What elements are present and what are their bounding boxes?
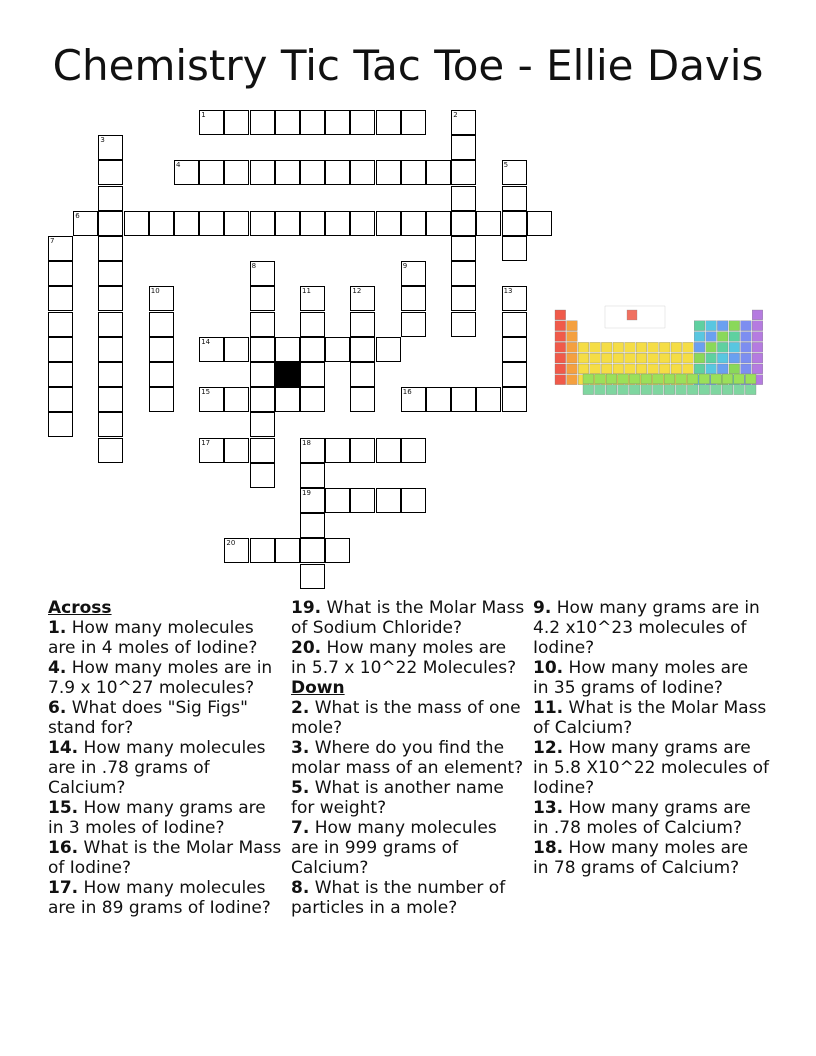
grid-cell[interactable] bbox=[376, 110, 401, 135]
clue-number-label: 4 bbox=[176, 161, 181, 170]
grid-cell[interactable] bbox=[250, 211, 275, 236]
grid-cell[interactable] bbox=[48, 337, 73, 362]
across-heading: Across bbox=[48, 598, 112, 618]
clue-number: 17. bbox=[48, 878, 79, 898]
grid-cell[interactable] bbox=[325, 110, 350, 135]
grid-cell[interactable] bbox=[224, 211, 249, 236]
grid-cell[interactable] bbox=[48, 362, 73, 387]
across-clue bbox=[48, 698, 284, 738]
clue-number-label: 9 bbox=[402, 262, 408, 271]
clue-number: 18. bbox=[533, 838, 564, 858]
grid-cell[interactable] bbox=[451, 286, 476, 311]
across-clue bbox=[48, 798, 284, 838]
grid-cell[interactable] bbox=[300, 110, 325, 135]
grid-cell[interactable] bbox=[48, 387, 73, 412]
grid-cell[interactable] bbox=[300, 160, 325, 185]
puzzle-title: Chemistry Tic Tac Toe - Ellie Davis bbox=[52, 41, 764, 90]
grid-cell[interactable] bbox=[325, 538, 350, 563]
grid-cell[interactable] bbox=[149, 362, 174, 387]
grid-cell[interactable] bbox=[300, 211, 325, 236]
grid-cell[interactable] bbox=[502, 337, 527, 362]
grid-cell[interactable] bbox=[300, 362, 325, 387]
grid-cell[interactable] bbox=[48, 312, 73, 337]
grid-cell[interactable] bbox=[250, 463, 275, 488]
down-clue bbox=[291, 738, 527, 778]
grid-cell[interactable] bbox=[401, 160, 426, 185]
clue-text: How many molecules are in 999 grams of Calcium? bbox=[291, 818, 497, 878]
grid-cell[interactable] bbox=[502, 236, 527, 261]
grid-cell[interactable] bbox=[325, 160, 350, 185]
clue-text: How many moles are in 5.7 x 10^22 Molecules? bbox=[291, 638, 517, 678]
grid-cell[interactable] bbox=[224, 110, 249, 135]
grid-cell[interactable] bbox=[275, 538, 300, 563]
across-clue bbox=[48, 658, 284, 698]
grid-cell[interactable] bbox=[124, 211, 149, 236]
grid-cell[interactable] bbox=[250, 160, 275, 185]
grid-cell[interactable] bbox=[48, 286, 73, 311]
clue-text: How many grams are in .78 moles of Calcium? bbox=[533, 798, 751, 838]
clues-column-1 bbox=[48, 598, 284, 918]
grid-cell[interactable] bbox=[199, 211, 224, 236]
clue-text: How many grams are in 3 moles of Iodine? bbox=[48, 798, 266, 838]
clue-number-label: 1 bbox=[201, 111, 206, 119]
grid-cell[interactable] bbox=[350, 488, 375, 513]
grid-cell[interactable] bbox=[275, 211, 300, 236]
clue-number: 14. bbox=[48, 738, 79, 758]
grid-cell[interactable] bbox=[401, 286, 426, 311]
down-clue bbox=[533, 658, 769, 698]
grid-cell[interactable] bbox=[376, 488, 401, 513]
clue-number: 15. bbox=[48, 798, 79, 818]
clue-number-label: 20 bbox=[226, 539, 236, 548]
grid-cell[interactable] bbox=[149, 211, 174, 236]
grid-cell[interactable] bbox=[325, 211, 350, 236]
grid-cell[interactable] bbox=[224, 438, 249, 463]
grid-cell[interactable] bbox=[300, 387, 325, 412]
grid-cell[interactable] bbox=[98, 186, 123, 211]
grid-cell[interactable] bbox=[224, 387, 249, 412]
grid-cell[interactable] bbox=[426, 387, 451, 412]
clue-number-label: 17 bbox=[201, 438, 211, 447]
grid-cell[interactable] bbox=[98, 412, 123, 437]
grid-cell[interactable] bbox=[401, 211, 426, 236]
clue-number: 11. bbox=[533, 698, 564, 718]
clue-number: 5. bbox=[291, 778, 310, 798]
grid-cell[interactable] bbox=[224, 337, 249, 362]
clue-number-label: 11 bbox=[302, 287, 311, 296]
grid-cell[interactable] bbox=[224, 160, 249, 185]
clue-text: How many grams are in 4.2 x10^23 molecules of Iodine? bbox=[533, 598, 760, 658]
grid-cell[interactable] bbox=[325, 337, 350, 362]
grid-cell[interactable] bbox=[98, 362, 123, 387]
grid-cell[interactable] bbox=[250, 538, 275, 563]
clue-number-label: 2 bbox=[453, 111, 458, 119]
grid-cell[interactable] bbox=[275, 160, 300, 185]
clue-number-label: 16 bbox=[402, 388, 412, 397]
grid-cell[interactable] bbox=[401, 110, 426, 135]
grid-cell[interactable] bbox=[250, 110, 275, 135]
clue-number: 1. bbox=[48, 618, 67, 638]
clue-number: 6. bbox=[48, 698, 67, 718]
grid-cell[interactable] bbox=[250, 337, 275, 362]
clue-text: What does "Sig Figs" stand for? bbox=[48, 698, 248, 738]
grid-cell[interactable] bbox=[325, 488, 350, 513]
clue-text: How many molecules are in .78 grams of Calcium? bbox=[48, 738, 266, 798]
clue-text: What is the Molar Mass of Calcium? bbox=[533, 698, 767, 738]
clue-number: 16. bbox=[48, 838, 79, 858]
clue-text: How many moles are in 78 grams of Calcium? bbox=[533, 838, 749, 878]
grid-cell[interactable] bbox=[300, 337, 325, 362]
clue-text: What is the mass of one mole? bbox=[291, 698, 521, 738]
grid-cell[interactable] bbox=[149, 387, 174, 412]
grid-cell[interactable] bbox=[98, 286, 123, 311]
across-clue bbox=[48, 618, 284, 658]
clue-number-label: 12 bbox=[352, 287, 362, 296]
grid-cell[interactable] bbox=[476, 211, 501, 236]
clue-number: 12. bbox=[533, 738, 564, 758]
grid-cell[interactable] bbox=[376, 211, 401, 236]
grid-cell[interactable] bbox=[300, 312, 325, 337]
grid-cell[interactable] bbox=[451, 186, 476, 211]
grid-cell[interactable] bbox=[502, 211, 527, 236]
grid-cell[interactable] bbox=[250, 438, 275, 463]
clue-number: 10. bbox=[533, 658, 564, 678]
grid-cell[interactable] bbox=[350, 160, 375, 185]
grid-cell[interactable] bbox=[98, 387, 123, 412]
down-clue bbox=[533, 698, 769, 738]
grid-cell[interactable] bbox=[502, 186, 527, 211]
clue-text: What is the Molar Mass of Sodium Chloride? bbox=[291, 598, 525, 638]
clue-number: 8. bbox=[291, 878, 310, 898]
clue-number: 9. bbox=[533, 598, 552, 618]
clue-number: 4. bbox=[48, 658, 67, 678]
down-clue bbox=[291, 778, 527, 818]
clue-text: What is the Molar Mass of Iodine? bbox=[48, 838, 282, 878]
grid-cell[interactable] bbox=[376, 160, 401, 185]
grid-cell[interactable] bbox=[401, 488, 426, 513]
grid-cell[interactable] bbox=[376, 337, 401, 362]
down-clue bbox=[291, 818, 527, 878]
clue-number: 19. bbox=[291, 598, 322, 618]
grid-cell[interactable] bbox=[48, 261, 73, 286]
clue-number: 2. bbox=[291, 698, 310, 718]
grid-cell[interactable] bbox=[275, 110, 300, 135]
down-clue bbox=[533, 598, 769, 658]
across-clue bbox=[291, 638, 527, 678]
down-clue bbox=[533, 738, 769, 798]
clue-number-label: 15 bbox=[201, 388, 211, 397]
grid-cell[interactable] bbox=[250, 312, 275, 337]
grid-cell[interactable] bbox=[527, 211, 552, 236]
grid-cell[interactable] bbox=[98, 160, 123, 185]
across-clue bbox=[48, 838, 284, 878]
grid-cell[interactable] bbox=[149, 312, 174, 337]
periodic-table-image bbox=[535, 298, 771, 398]
clue-number: 7. bbox=[291, 818, 310, 838]
clue-text: How many moles are in 35 grams of Iodine? bbox=[533, 658, 749, 698]
clue-number: 3. bbox=[291, 738, 310, 758]
clue-number-label: 10 bbox=[150, 287, 160, 296]
down-clue bbox=[533, 798, 769, 838]
grid-cell[interactable] bbox=[98, 211, 123, 236]
grid-cell[interactable] bbox=[300, 564, 325, 589]
grid-cell[interactable] bbox=[451, 160, 476, 185]
clue-number-label: 18 bbox=[302, 438, 311, 447]
grid-cell[interactable] bbox=[350, 312, 375, 337]
black-cell bbox=[275, 362, 300, 387]
grid-cell[interactable] bbox=[451, 135, 476, 160]
clues-column-3 bbox=[533, 598, 769, 878]
grid-cell[interactable] bbox=[174, 211, 199, 236]
grid-cell[interactable] bbox=[426, 211, 451, 236]
grid-cell[interactable] bbox=[451, 236, 476, 261]
grid-cell[interactable] bbox=[275, 337, 300, 362]
clue-text: How many molecules are in 4 moles of Iodine? bbox=[48, 618, 258, 658]
grid-cell[interactable] bbox=[426, 160, 451, 185]
grid-cell[interactable] bbox=[502, 312, 527, 337]
grid-cell[interactable] bbox=[98, 261, 123, 286]
clue-text: How many molecules are in 89 grams of Iodine? bbox=[48, 878, 271, 918]
clue-number-label: 5 bbox=[503, 161, 509, 170]
clue-text: How many grams are in 5.8 X10^22 molecules of Iodine? bbox=[533, 738, 769, 798]
grid-cell[interactable] bbox=[376, 438, 401, 463]
clue-number-label: 7 bbox=[50, 237, 55, 245]
clue-number-label: 13 bbox=[503, 287, 513, 296]
down-clue bbox=[291, 878, 527, 918]
grid-cell[interactable] bbox=[250, 286, 275, 311]
clue-number-label: 19 bbox=[302, 489, 311, 497]
down-clue bbox=[291, 698, 527, 738]
grid-cell[interactable] bbox=[199, 160, 224, 185]
grid-cell[interactable] bbox=[502, 362, 527, 387]
grid-cell[interactable] bbox=[300, 513, 325, 538]
grid-cell[interactable] bbox=[502, 387, 527, 412]
grid-cell[interactable] bbox=[325, 438, 350, 463]
grid-cell[interactable] bbox=[476, 387, 501, 412]
across-clue bbox=[291, 598, 527, 638]
clue-text: What is another name for weight? bbox=[291, 778, 504, 818]
grid-cell[interactable] bbox=[250, 362, 275, 387]
grid-cell[interactable] bbox=[350, 362, 375, 387]
clue-text: What is the number of particles in a mole? bbox=[291, 878, 506, 918]
clue-number: 13. bbox=[533, 798, 564, 818]
grid-cell[interactable] bbox=[98, 438, 123, 463]
down-clue bbox=[533, 838, 769, 878]
grid-cell[interactable] bbox=[350, 110, 375, 135]
grid-cell[interactable] bbox=[350, 438, 375, 463]
grid-cell[interactable] bbox=[451, 211, 476, 236]
grid-cell[interactable] bbox=[250, 412, 275, 437]
grid-cell[interactable] bbox=[451, 387, 476, 412]
clue-number-label: 3 bbox=[100, 136, 105, 145]
grid-cell[interactable] bbox=[275, 387, 300, 412]
across-clue bbox=[48, 878, 284, 918]
clue-number-label: 6 bbox=[75, 211, 80, 220]
clue-number-label: 14 bbox=[201, 337, 211, 346]
grid-cell[interactable] bbox=[300, 463, 325, 488]
grid-cell[interactable] bbox=[300, 538, 325, 563]
grid-cell[interactable] bbox=[48, 412, 73, 437]
grid-cell[interactable] bbox=[250, 387, 275, 412]
down-heading: Down bbox=[291, 678, 345, 698]
clues-column-2 bbox=[291, 598, 527, 918]
grid-cell[interactable] bbox=[350, 211, 375, 236]
across-clue bbox=[48, 738, 284, 798]
clue-text: How many moles are in 7.9 x 10^27 molecules? bbox=[48, 658, 273, 698]
clue-number: 20. bbox=[291, 638, 322, 658]
grid-cell[interactable] bbox=[451, 312, 476, 337]
grid-cell[interactable] bbox=[401, 312, 426, 337]
grid-cell[interactable] bbox=[451, 261, 476, 286]
grid-cell[interactable] bbox=[98, 337, 123, 362]
grid-cell[interactable] bbox=[98, 236, 123, 261]
grid-cell[interactable] bbox=[401, 438, 426, 463]
grid-cell[interactable] bbox=[350, 387, 375, 412]
grid-cell[interactable] bbox=[98, 312, 123, 337]
grid-cell[interactable] bbox=[149, 337, 174, 362]
clue-text: Where do you find the molar mass of an element? bbox=[291, 738, 524, 778]
grid-cell[interactable] bbox=[350, 337, 375, 362]
clue-number-label: 8 bbox=[251, 262, 257, 271]
